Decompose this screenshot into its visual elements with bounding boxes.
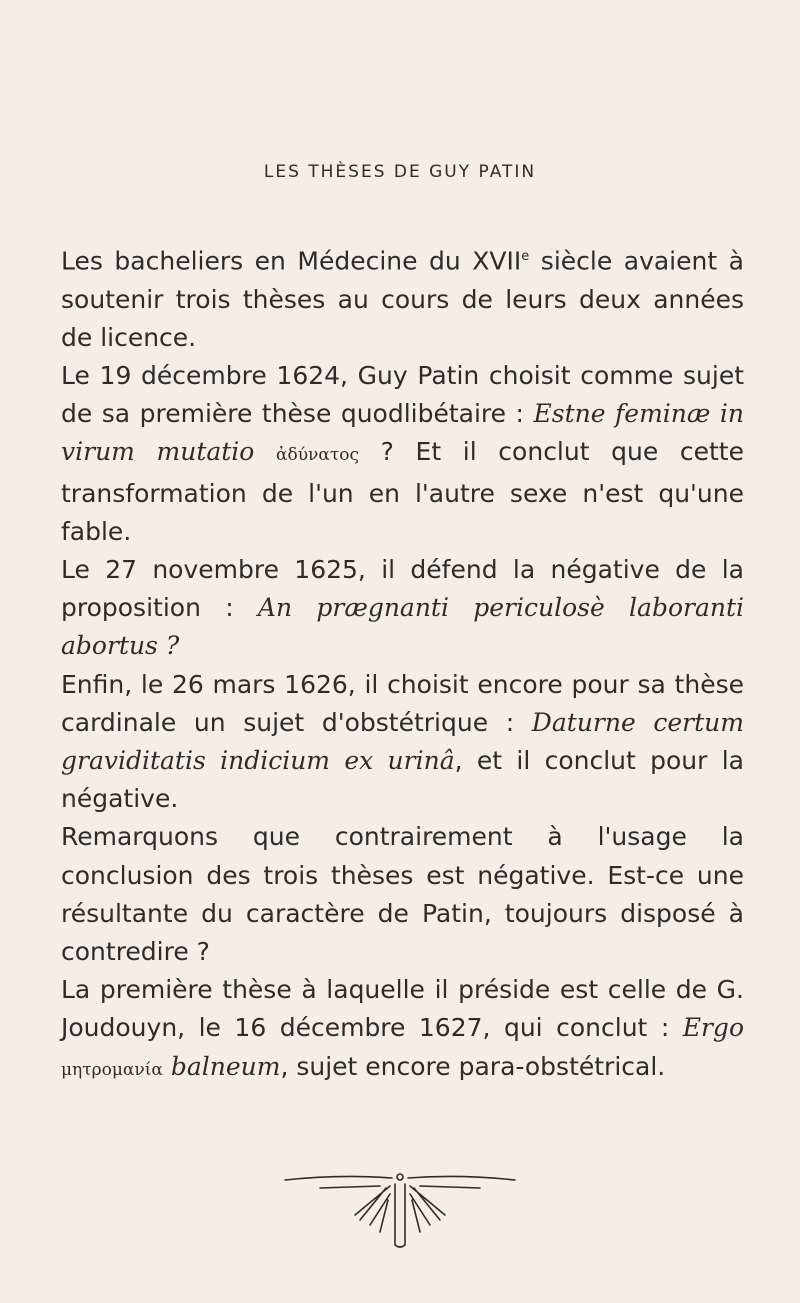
latin-title: An prægnanti periculosè laboranti abortus ? (61, 593, 745, 661)
text-span: Les bacheliers en Médecine du XVII (61, 246, 522, 276)
text-span: Enfin, le 26 mars 1626, il choisit encore pour sa thèse cardinale un sujet d'obstétrique : (61, 669, 744, 737)
paragraph-1 (61, 238, 744, 357)
latin-word: balneum (170, 1051, 281, 1081)
superscript: e (521, 249, 530, 264)
running-title: LES THÈSES DE GUY PATIN (263, 162, 537, 182)
text-span: , sujet encore para-obstétrical. (280, 1051, 666, 1081)
cul-de-lampe-ornament-icon (280, 1170, 520, 1250)
greek-word: ἀδύνατος (276, 445, 360, 466)
paragraph-4 (61, 666, 744, 819)
text-span: , et il conclut pour la négative. (61, 745, 744, 814)
text-span: Remarquons que contrairement à l'usage la conclusion des trois thèses est négative. Est-ce une résultante du caractère de Patin, toujours disposé à contredire ? (61, 822, 744, 966)
body-text (61, 238, 744, 1089)
text-span: Le 19 décembre 1624, Guy Patin choisit comme sujet de sa première thèse quodlibétaire : (61, 360, 744, 429)
paragraph-3 (61, 551, 744, 666)
text-span: Le 27 novembre 1625, il défend la négative de la proposition : (61, 554, 744, 623)
paragraph-5 (61, 818, 744, 971)
text-span: siècle avaient à soutenir trois thèses au cours de leurs deux années de licence. (61, 246, 744, 352)
latin-word: Ergo (682, 1013, 744, 1043)
paragraph-2 (61, 357, 744, 551)
greek-word: μητρομανία (61, 1059, 163, 1080)
text-span: La première thèse à laquelle il préside est celle de G. Joudouyn, le 16 décembre 1627, qui conclut : (61, 975, 744, 1043)
latin-title: Estne feminæ in virum mutatio (61, 399, 744, 467)
latin-title: Daturne certum graviditatis indicium ex urinâ (61, 707, 744, 775)
paragraph-6 (61, 971, 744, 1089)
text-span: ? Et il conclut que cette transformation de l'un en l'autre sexe n'est qu'une fable. (61, 437, 744, 546)
